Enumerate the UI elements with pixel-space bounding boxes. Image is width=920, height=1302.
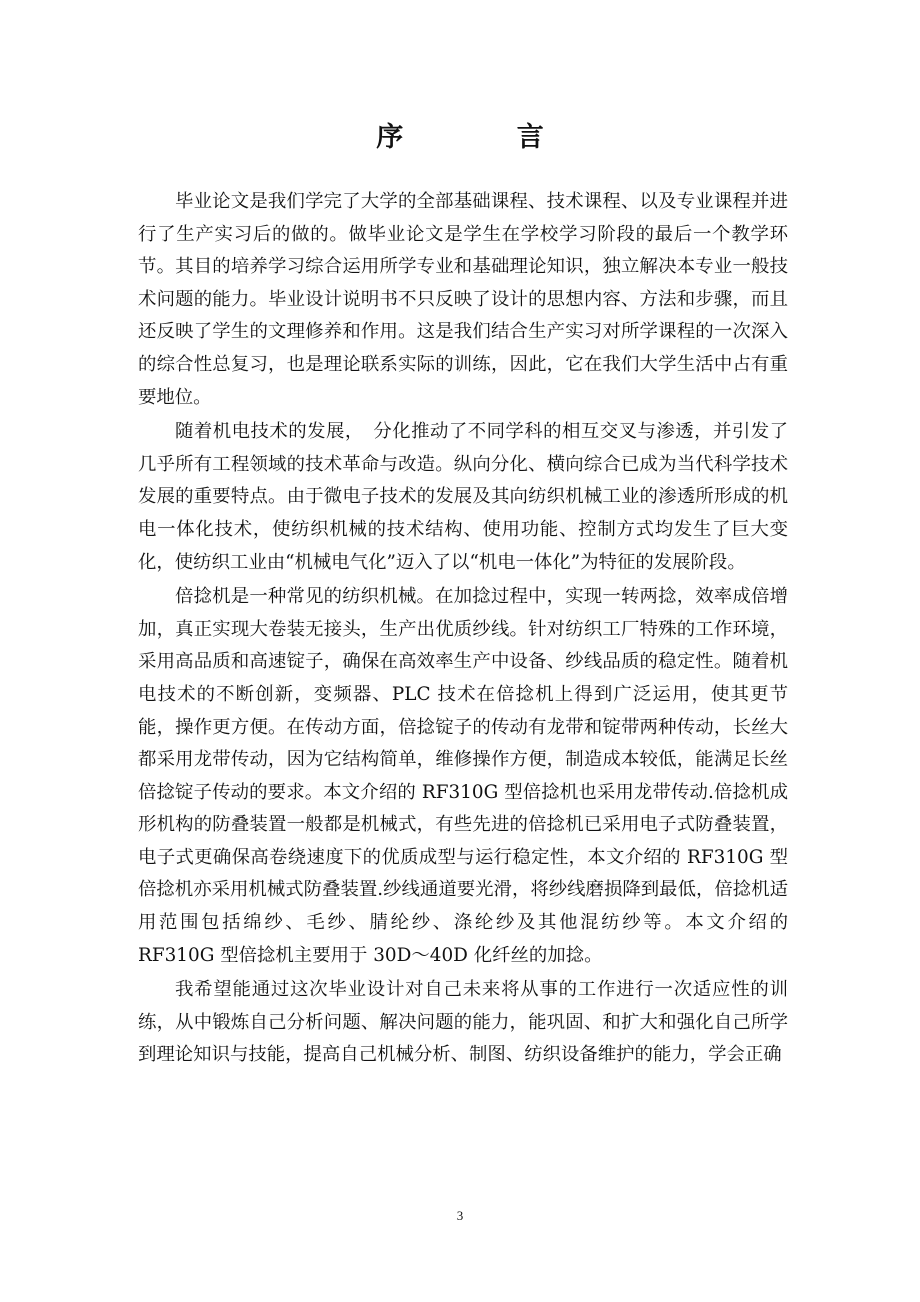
paragraph-goals: 我希望能通过这次毕业设计对自己未来将从事的工作进行一次适应性的训练，从中锻炼自己分析问题、解决问题的能力，能巩固、和扩大和强化自己所学到理论知识与技能，提高自己机械分析、制图、纺织设备维护的能力，学会正确 <box>138 979 788 1066</box>
body-text <box>138 186 788 1074</box>
page-number: 3 <box>456 1208 464 1223</box>
paragraph-twister: 倍捻机是一种常见的纺织机械。在加捻过程中，实现一转两捻，效率成倍增加，真正实现大卷装无接头，生产出优质纱线。针对纺织工厂特殊的工作环境，采用高品质和高速锭子，确保在高效率生产中设备、纱线品质的稳定性。随着机电技术的不断创新，变频器、PLC 技术在倍捻机上得到广泛运用，使其更节能，操作更方便。在传动方面，倍捻锭子的传动有龙带和锭带两种传动，长丝大都采用龙带传动，因为它结构简单，维修操作方便，制造成本较低，能满足长丝倍捻锭子传动的要求。本文介绍的 RF310G 型倍捻机也采用龙带传动.倍捻机成形机构的防叠装置一般都是机械式，有些先进的倍捻机已采用电子式防叠装置，电子式更确保高卷绕速度下的优质成型与运行稳定性，本文介绍的 RF310G 型倍捻机亦采用机械式防叠装置.纱线通道要光滑，将纱线磨损降到最低，倍捻机适用范围包括绵纱、毛纱、腈纶纱、涤纶纱及其他混纺纱等。本文介绍的 RF310G 型倍捻机主要用于 30D～40D 化纤丝的加捻。 <box>138 586 788 966</box>
paragraph-purpose: 毕业论文是我们学完了大学的全部基础课程、技术课程、以及专业课程并进行了生产实习后的做的。做毕业论文是学生在学校学习阶段的最后一个教学环节。其目的培养学习综合运用所学专业和基础理论知识，独立解决本专业一般技术问题的能力。毕业设计说明书不只反映了设计的思想内容、方法和步骤，而且还反映了学生的文理修养和作用。这是我们结合生产实习对所学课程的一次深入的综合性总复习，也是理论联系实际的训练，因此，它在我们大学生活中占有重要地位。 <box>138 191 788 408</box>
page-title: 序 言 <box>376 122 596 153</box>
paragraph-mechatronics: 随着机电技术的发展， 分化推动了不同学科的相互交叉与渗透，并引发了几乎所有工程领域的技术革命与改造。纵向分化、横向综合已成为当代科学技术发展的重要特点。由于微电子技术的发展及其向纺织机械工业的渗透所形成的机电一体化技术，使纺织机械的技术结构、使用功能、控制方式均发生了巨大变化，使纺织工业由“机械电气化”迈入了以“机电一体化”为特征的发展阶段。 <box>138 421 788 573</box>
